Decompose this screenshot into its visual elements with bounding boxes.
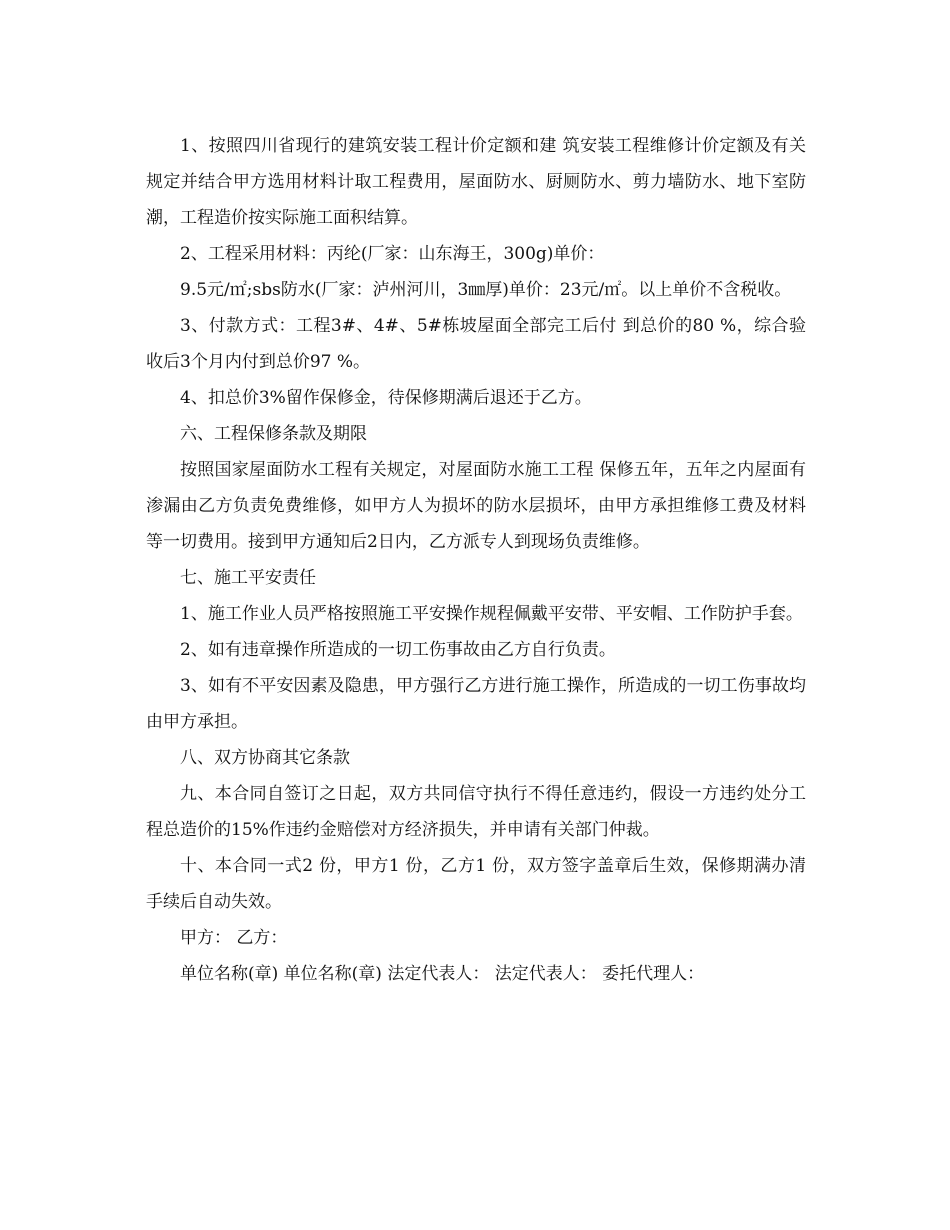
document-body <box>146 128 806 992</box>
signature-fields: 单位名称(章) 单位名称(章) 法定代表人： 法定代表人： 委托代理人： <box>180 964 705 984</box>
section-heading-safety: 七、施工平安责任 <box>180 568 316 588</box>
clause-pricing-basis: 1、按照四川省现行的建筑安装工程计价定额和建 筑安装工程维修计价定额及有关规定并结合甲方选用材料计取工程费用，屋面防水、厨厕防水、剪力墙防水、地下室防潮，工程造价按实际施工面积结算。 <box>146 136 806 228</box>
signature-parties: 甲方： 乙方： <box>180 928 288 948</box>
clause-copies: 十、本合同一式2 份，甲方1 份，乙方1 份，双方签字盖章后生效，保修期满办清手续后自动失效。 <box>146 856 806 912</box>
section-heading-other-terms: 八、双方协商其它条款 <box>180 748 350 768</box>
clause-safety-gear: 1、施工作业人员严格按照施工平安操作规程佩戴平安带、平安帽、工作防护手套。 <box>180 604 803 624</box>
clause-warranty-terms: 按照国家屋面防水工程有关规定，对屋面防水施工工程 保修五年，五年之内屋面有渗漏由乙方负责免费维修，如甲方人为损坏的防水层损坏，由甲方承担维修工费及材料等一切费用。接到甲方通知后2日内，乙方派专人到现场负责维修。 <box>146 460 806 552</box>
clause-forced-operation: 3、如有不平安因素及隐患，甲方强行乙方进行施工操作，所造成的一切工伤事故均由甲方承担。 <box>146 676 806 732</box>
clause-violation-liability: 2、如有违章操作所造成的一切工伤事故由乙方自行负责。 <box>180 640 616 660</box>
section-heading-warranty: 六、工程保修条款及期限 <box>180 424 367 444</box>
clause-materials: 2、工程采用材料：丙纶(厂家：山东海王，300g)单价： <box>180 244 605 264</box>
clause-material-prices: 9.5元/㎡;sbs防水(厂家：泸州河川，3㎜厚)单价：23元/㎡。以上单价不含税收。 <box>180 280 792 300</box>
clause-breach: 九、本合同自签订之日起，双方共同信守执行不得任意违约，假设一方违约处分工程总造价的15%作违约金赔偿对方经济损失，并申请有关部门仲裁。 <box>146 784 806 840</box>
clause-warranty-deposit: 4、扣总价3%留作保修金，待保修期满后退还于乙方。 <box>180 388 592 408</box>
clause-payment: 3、付款方式：工程3#、4#、5#栋坡屋面全部完工后付 到总价的80 %，综合验收后3个月内付到总价97 %。 <box>146 316 806 372</box>
